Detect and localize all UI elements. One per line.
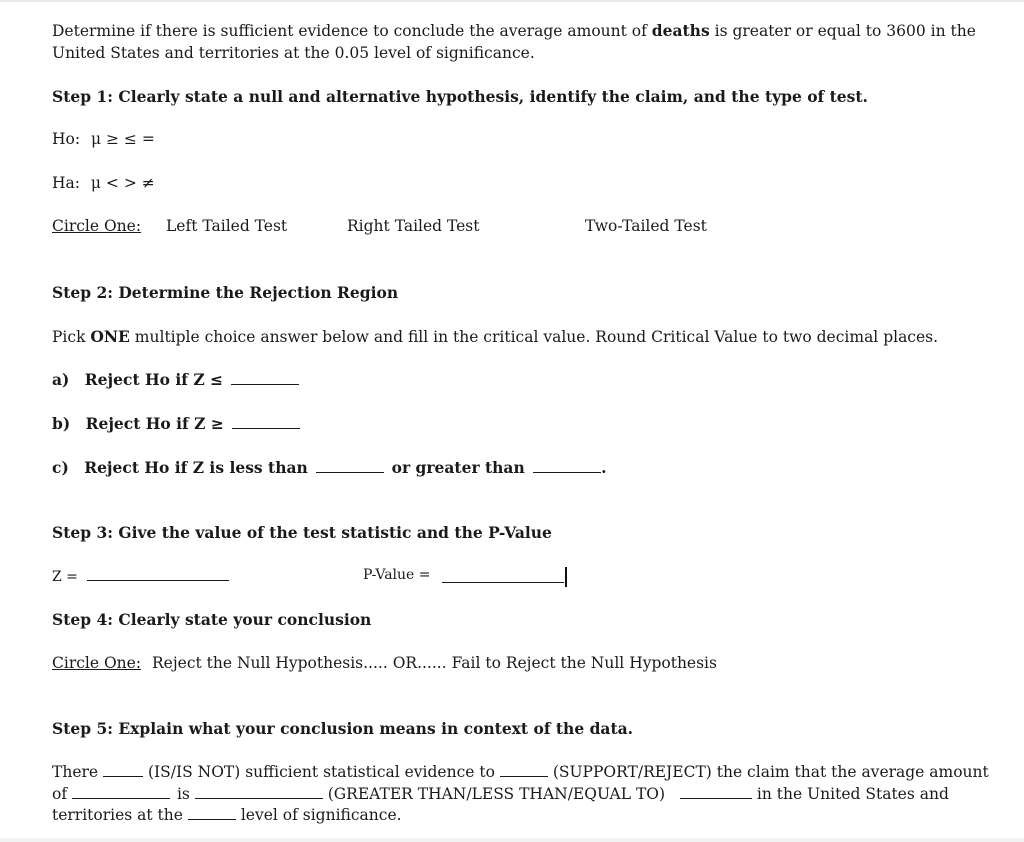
step2-heading: Step 2: Determine the Rejection Region <box>52 283 399 302</box>
choice-c-blank-2[interactable] <box>533 459 601 473</box>
explain-text-6: (GREATER THAN/LESS THAN/EQUAL TO) <box>327 785 666 803</box>
intro-paragraph <box>52 20 1002 64</box>
option-two-tailed[interactable]: Two-Tailed Test <box>585 217 707 235</box>
ho-symbols[interactable]: μ ≥ ≤ = <box>91 130 155 148</box>
choice-c-blank-1[interactable] <box>316 459 384 473</box>
z-value-blank[interactable] <box>87 567 229 581</box>
ho-label: Ho: <box>52 130 81 148</box>
conclusion-line <box>52 654 717 672</box>
explain-text-7: in the United States and <box>756 785 949 803</box>
explain-blank-alpha[interactable] <box>188 806 236 820</box>
choice-c <box>52 458 607 477</box>
option-left-tailed[interactable]: Left Tailed Test <box>166 217 288 235</box>
explain-blank-is[interactable] <box>103 763 143 777</box>
conclusion-options[interactable]: Reject the Null Hypothesis..... OR...... Fail to Reject the Null Hypothesis <box>152 654 717 672</box>
explain-text-1: There <box>52 763 99 781</box>
explain-text-3: (SUPPORT/REJECT) the claim that the average amount <box>552 763 989 781</box>
choice-b <box>52 414 300 433</box>
step2-instruction <box>52 327 938 346</box>
choice-a-blank[interactable] <box>231 371 299 385</box>
p-value-field[interactable] <box>442 567 567 587</box>
instruction-text-2: multiple choice answer below and fill in the critical value. Round Critical Value to two decimal places. <box>129 328 939 346</box>
circle-one-label-2: Circle One: <box>52 654 142 672</box>
choice-c-text-2: or greater than <box>391 458 525 477</box>
instruction-text-1: Pick <box>52 328 91 346</box>
explain-line-1 <box>52 763 989 781</box>
choice-a-text: Reject Ho if Z ≤ <box>84 370 224 389</box>
option-right-tailed[interactable]: Right Tailed Test <box>347 217 480 235</box>
explain-text-4: of <box>52 785 68 803</box>
circle-one-label: Circle One: <box>52 217 142 235</box>
ha-symbols[interactable]: μ < > ≠ <box>90 174 155 192</box>
explain-blank-value[interactable] <box>195 785 323 799</box>
choice-c-letter: c) <box>52 458 69 477</box>
explain-blank-support[interactable] <box>500 763 548 777</box>
test-stat-line <box>52 567 431 585</box>
p-value-label: P-Value = <box>363 567 431 583</box>
step4-heading: Step 4: Clearly state your conclusion <box>52 610 372 629</box>
explain-blank-claim[interactable] <box>680 785 752 799</box>
explain-text-2: (IS/IS NOT) sufficient statistical evidence to <box>147 763 495 781</box>
step5-heading: Step 5: Explain what your conclusion means in context of the data. <box>52 719 634 738</box>
p-value-blank[interactable] <box>442 569 564 583</box>
instruction-bold: ONE <box>90 327 130 346</box>
explain-text-8: territories at the <box>52 806 183 824</box>
intro-text-2: is greater or equal to 3600 in the United States and territories at the 0.05 level of significance. <box>52 22 976 62</box>
step1-heading: Step 1: Clearly state a null and alternative hypothesis, identify the claim, and the type of test. <box>52 87 868 106</box>
explain-line-3 <box>52 806 402 824</box>
ha-label: Ha: <box>52 174 80 192</box>
ha-line <box>52 174 155 192</box>
choice-a <box>52 370 299 389</box>
choice-c-period: . <box>601 458 607 477</box>
explain-text-5: is <box>176 785 190 803</box>
choice-b-text: Reject Ho if Z ≥ <box>85 414 224 433</box>
test-type-line <box>52 217 707 235</box>
ho-line <box>52 130 155 148</box>
explain-blank-variable[interactable] <box>72 785 170 799</box>
choice-a-letter: a) <box>52 370 70 389</box>
step3-heading: Step 3: Give the value of the test statistic and the P-Value <box>52 523 552 542</box>
z-label: Z = <box>52 569 78 585</box>
explain-text-9: level of significance. <box>240 806 402 824</box>
intro-text-1: Determine if there is sufficient evidence to conclude the average amount of <box>52 22 652 40</box>
choice-c-text-1: Reject Ho if Z is less than <box>84 458 308 477</box>
text-cursor <box>565 567 567 587</box>
intro-bold-word: deaths <box>651 21 710 40</box>
explain-line-2 <box>52 785 949 803</box>
choice-b-letter: b) <box>52 414 71 433</box>
choice-b-blank[interactable] <box>232 415 300 429</box>
